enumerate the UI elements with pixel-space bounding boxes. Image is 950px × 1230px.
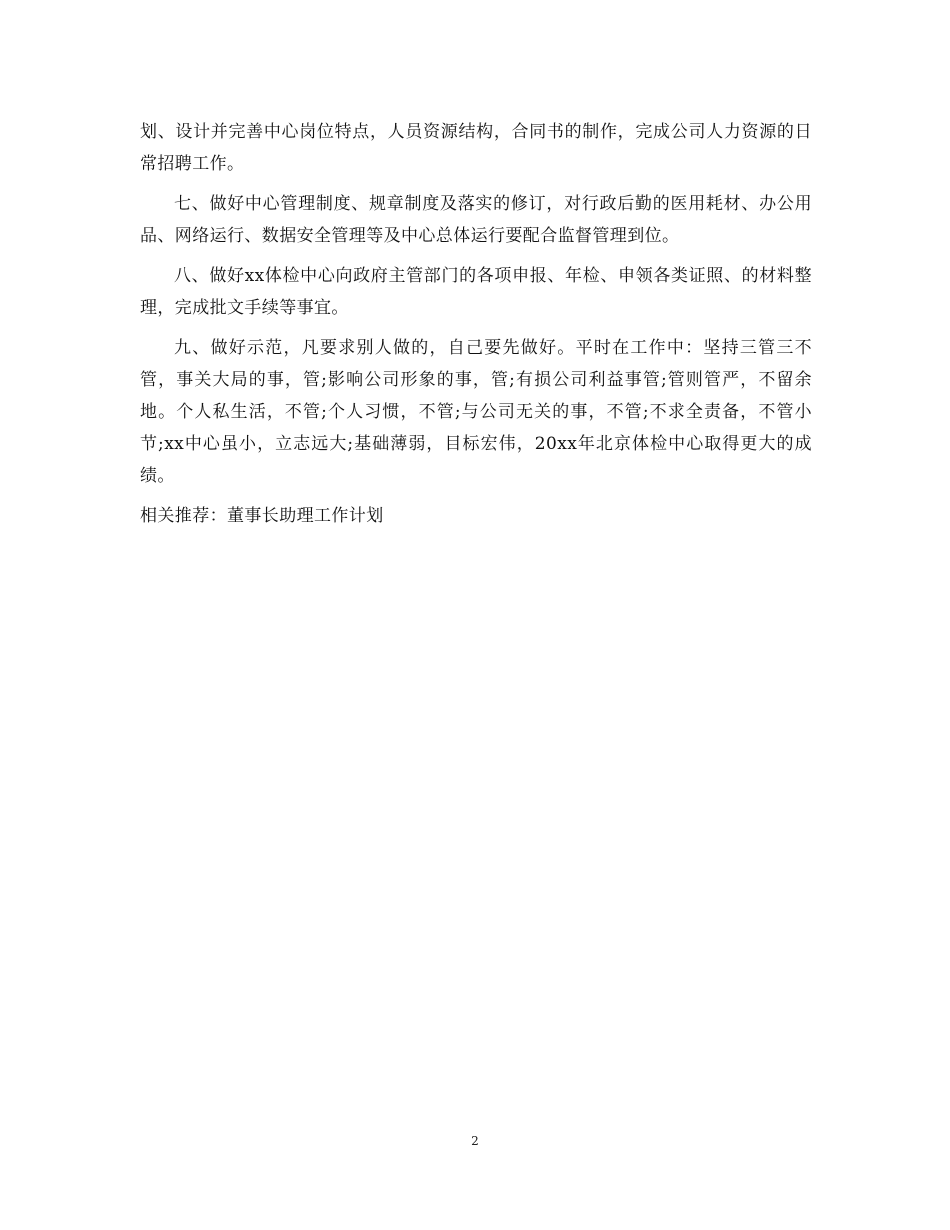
paragraph-continuation: 划、设计并完善中心岗位特点，人员资源结构，合同书的制作，完成公司人力资源的日常招聘工作。 [140, 122, 812, 174]
paragraph-item-7: 七、做好中心管理制度、规章制度及落实的修订，对行政后勤的医用耗材、办公用品、网络运行、数据安全管理等及中心总体运行要配合监督管理到位。 [140, 194, 812, 246]
page-number: 2 [471, 1134, 479, 1148]
paragraph-item-9: 九、做好示范，凡要求别人做的，自己要先做好。平时在工作中：坚持三管三不管，事关大局的事，管;影响公司形象的事，管;有损公司利益事管;管则管严，不留余地。个人私生活，不管;个人习惯，不管;与公司无关的事，不管;不求全责备，不管小节;xx中心虽小，立志远大;基础薄弱，目标宏伟，20xx年北京体检中心取得更大的成绩。 [140, 338, 812, 486]
related-recommendation: 相关推荐：董事长助理工作计划 [140, 506, 384, 526]
document-body [140, 116, 812, 540]
paragraph-item-8: 八、做好xx体检中心向政府主管部门的各项申报、年检、申领各类证照、的材料整理，完成批文手续等事宜。 [140, 266, 812, 318]
